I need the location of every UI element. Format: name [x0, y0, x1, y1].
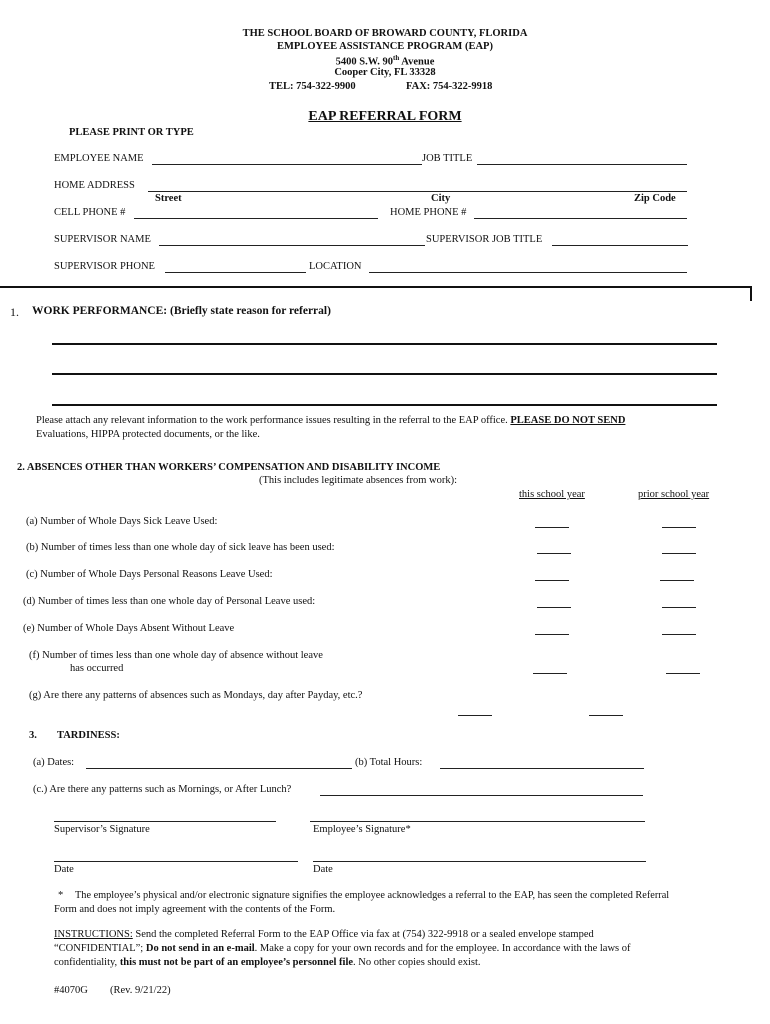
item-c-prior-year[interactable]	[660, 580, 694, 581]
col-this-year: this school year	[519, 489, 585, 500]
tel: TEL: 754-322-9900	[269, 81, 356, 92]
program-name: EMPLOYEE ASSISTANCE PROGRAM (EAP)	[277, 41, 493, 52]
item-e-prior-year[interactable]	[662, 634, 696, 635]
item-a-this-year[interactable]	[535, 527, 569, 528]
form-number: #4070G	[54, 985, 88, 996]
item-d-this-year[interactable]	[537, 607, 571, 608]
divider-tick	[750, 287, 752, 301]
org-name: THE SCHOOL BOARD OF BROWARD COUNTY, FLORIDA	[242, 28, 528, 39]
cell-phone-field[interactable]	[134, 218, 378, 219]
location-field[interactable]	[369, 272, 687, 273]
home-address-field[interactable]	[148, 191, 687, 192]
item-d-prior-year[interactable]	[662, 607, 696, 608]
instructions-line2: “CONFIDENTIAL”; Do not send in an e-mail. Make a copy for your own records and for the employee. In accordance with the laws of	[54, 943, 631, 954]
patterns-field[interactable]	[320, 795, 643, 796]
item-f-line2: has occurred	[70, 663, 124, 674]
supervisor-phone-label: SUPERVISOR PHONE	[54, 261, 155, 272]
employee-signature-field[interactable]	[310, 821, 645, 822]
instructions-line1: INSTRUCTIONS: Send the completed Referral Form to the EAP Office via fax at (754) 322-9918 or a sealed envelope stamped	[54, 929, 594, 940]
section2-sub: (This includes legitimate absences from work):	[259, 475, 457, 486]
attach-note-line2: Evaluations, HIPPA protected documents, or the like.	[36, 429, 260, 440]
section2-heading: 2. ABSENCES OTHER THAN WORKERS’ COMPENSATION AND DISABILITY INCOME	[17, 462, 441, 473]
date2-label: Date	[313, 864, 333, 875]
item-b-this-year[interactable]	[537, 553, 571, 554]
dates-label: (a) Dates:	[33, 757, 75, 768]
employee-signature-label: Employee’s Signature*	[313, 824, 411, 835]
patterns-label: (c.) Are there any patterns such as Mornings, or After Lunch?	[33, 784, 292, 795]
job-title-label: JOB TITLE	[422, 153, 473, 164]
print-note: PLEASE PRINT OR TYPE	[69, 127, 194, 138]
supervisor-job-title-field[interactable]	[552, 245, 688, 246]
item-d: (d) Number of times less than one whole day of Personal Leave used:	[23, 596, 316, 607]
cell-phone-label: CELL PHONE #	[54, 207, 126, 218]
attach-note-line1: Please attach any relevant information to the work performance issues resulting in the referral to the EAP office. PLEASE DO NOT SEND	[36, 415, 626, 426]
item-f-prior-year[interactable]	[666, 673, 700, 674]
supervisor-signature-label: Supervisor’s Signature	[54, 824, 150, 835]
supervisor-name-field[interactable]	[159, 245, 425, 246]
instructions-line3: confidentiality, this must not be part of an employee’s personnel file. No other copies should exist.	[54, 957, 481, 968]
total-hours-field[interactable]	[440, 768, 644, 769]
supervisor-name-label: SUPERVISOR NAME	[54, 234, 151, 245]
section1-heading: WORK PERFORMANCE: (Briefly state reason for referral)	[32, 305, 331, 317]
street-label: Street	[155, 193, 182, 204]
item-e-this-year[interactable]	[535, 634, 569, 635]
location-label: LOCATION	[309, 261, 362, 272]
form-revision: (Rev. 9/21/22)	[110, 985, 171, 996]
home-address-label: HOME ADDRESS	[54, 180, 135, 191]
street-address: 5400 S.W. 90th Avenue	[335, 54, 435, 68]
section1-number: 1.	[10, 305, 19, 319]
supervisor-phone-field[interactable]	[165, 272, 306, 273]
zip-label: Zip Code	[634, 193, 676, 204]
item-e: (e) Number of Whole Days Absent Without Leave	[23, 623, 235, 634]
item-c-this-year[interactable]	[535, 580, 569, 581]
footnote-star: *	[58, 890, 64, 901]
home-phone-label: HOME PHONE #	[390, 207, 467, 218]
home-phone-field[interactable]	[474, 218, 687, 219]
item-b-prior-year[interactable]	[662, 553, 696, 554]
section-divider	[0, 286, 752, 288]
item-f-this-year[interactable]	[533, 673, 567, 674]
item-c: (c) Number of Whole Days Personal Reasons Leave Used:	[26, 569, 273, 580]
total-hours-label: (b) Total Hours:	[355, 757, 423, 768]
supervisor-job-title-label: SUPERVISOR JOB TITLE	[426, 234, 543, 245]
dates-field[interactable]	[86, 768, 352, 769]
item-g-prior-year[interactable]	[589, 715, 623, 716]
col-prior-year: prior school year	[638, 489, 710, 500]
footnote-line2: Form and does not imply agreement with the contents of the Form.	[54, 904, 336, 915]
reason-line-3[interactable]	[52, 404, 717, 406]
city-line: Cooper City, FL 33328	[334, 67, 436, 78]
section3-heading: TARDINESS:	[57, 730, 120, 741]
city-label: City	[431, 193, 451, 204]
item-a: (a) Number of Whole Days Sick Leave Used:	[26, 516, 218, 527]
item-g: (g) Are there any patterns of absences such as Mondays, day after Payday, etc.?	[29, 690, 363, 701]
reason-line-2[interactable]	[52, 373, 717, 375]
date1-label: Date	[54, 864, 74, 875]
date1-field[interactable]	[54, 861, 298, 862]
form-title: EAP REFERRAL FORM	[308, 109, 462, 124]
fax: FAX: 754-322-9918	[406, 81, 493, 92]
item-f-line1: (f) Number of times less than one whole day of absence without leave	[29, 650, 323, 661]
section3-number: 3.	[29, 730, 37, 741]
footnote-line1: The employee’s physical and/or electronic signature signifies the employee acknowledges a referral to the EAP, has seen the completed Referral	[75, 890, 670, 901]
job-title-field[interactable]	[477, 164, 687, 165]
employee-name-field[interactable]	[152, 164, 422, 165]
reason-line-1[interactable]	[52, 343, 717, 345]
item-a-prior-year[interactable]	[662, 527, 696, 528]
employee-name-label: EMPLOYEE NAME	[54, 153, 144, 164]
item-b: (b) Number of times less than one whole day of sick leave has been used:	[26, 542, 335, 553]
item-g-this-year[interactable]	[458, 715, 492, 716]
supervisor-signature-field[interactable]	[54, 821, 276, 822]
date2-field[interactable]	[313, 861, 646, 862]
